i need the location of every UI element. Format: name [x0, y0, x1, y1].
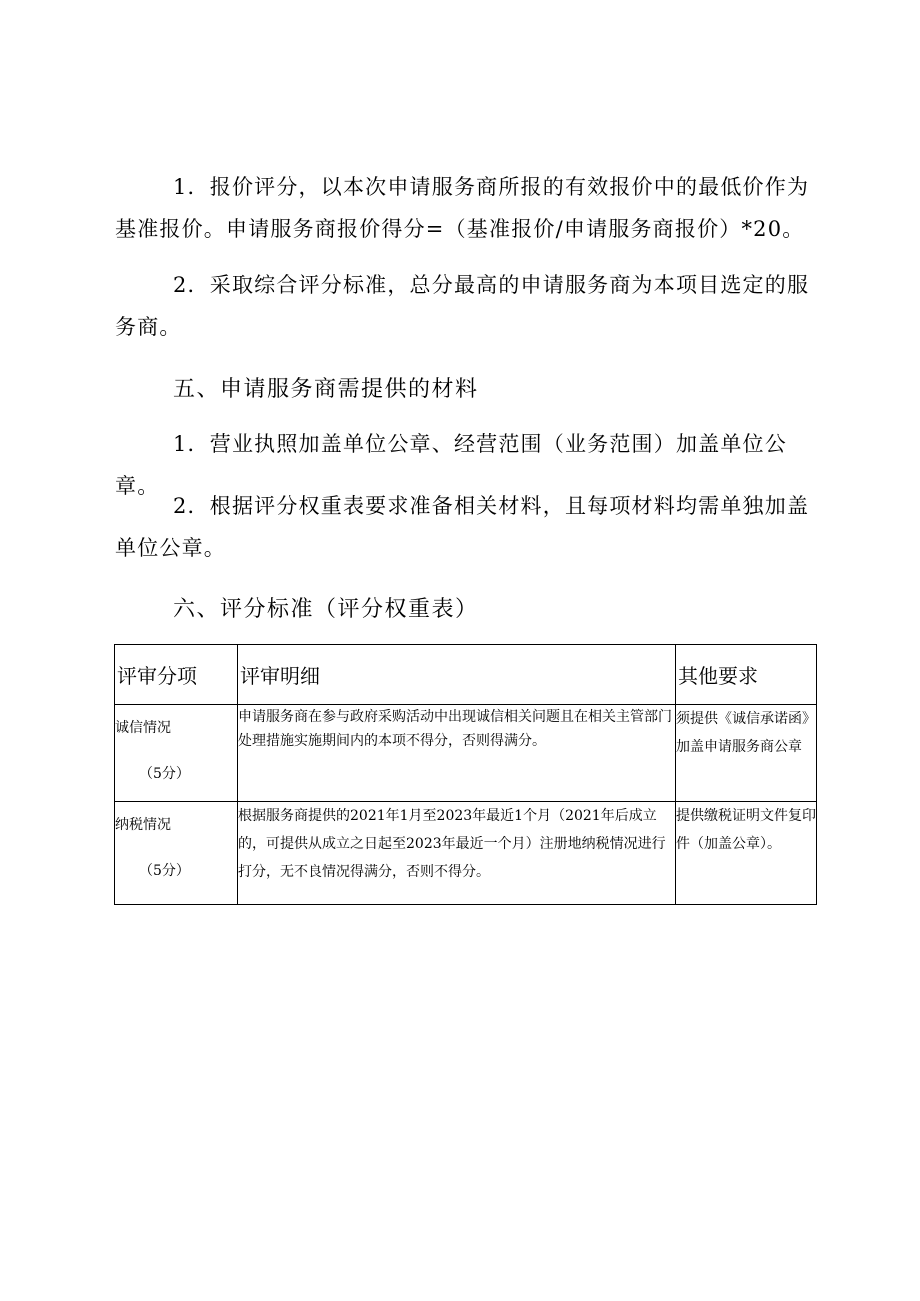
- paragraph-business-license-text: 1．营业执照加盖单位公章、经营范围（业务范围）加盖单位公章。: [115, 432, 787, 498]
- paragraph-comprehensive-scoring-text: 2．采取综合评分标准，总分最高的申请服务商为本项目选定的服务商。: [115, 273, 810, 339]
- table-header-row: [115, 645, 817, 705]
- review-detail-cell: 根据服务商提供的2021年1月至2023年最近1个月（2021年后成立的，可提供从成立之日起至2023年最近一个月）注册地纳税情况进行打分，无不良情况得满分，否则不得分。: [238, 802, 676, 905]
- requirement-cell: 须提供《诚信承诺函》加盖申请服务商公章: [676, 705, 817, 802]
- header-review-item: 评审分项: [115, 645, 238, 705]
- section-heading-scoring-criteria: 六、评分标准（评分权重表）: [173, 597, 479, 622]
- review-item-cell: [115, 802, 238, 905]
- header-review-detail: 评审明细: [238, 645, 676, 705]
- review-item-score: （5分）: [139, 766, 190, 782]
- review-detail-cell: 申请服务商在参与政府采购活动中出现诚信相关问题且在相关主管部门处理措施实施期间内的本项不得分，否则得满分。: [238, 705, 676, 802]
- paragraph-prepare-materials: [115, 485, 820, 569]
- scoring-weight-table: [114, 644, 817, 905]
- paragraph-comprehensive-scoring: [115, 264, 820, 348]
- table-row: [115, 802, 817, 905]
- review-item-name: 纳税情况: [115, 817, 171, 833]
- review-item-name: 诚信情况: [115, 720, 171, 736]
- paragraph-prepare-materials-text: 2．根据评分权重表要求准备相关材料，且每项材料均需单独加盖单位公章。: [115, 494, 810, 560]
- review-item-score: （5分）: [139, 863, 190, 879]
- table-row: [115, 705, 817, 802]
- requirement-cell: 提供缴税证明文件复印件（加盖公章）。: [676, 802, 817, 905]
- section-heading-materials: 五、申请服务商需提供的材料: [173, 377, 479, 402]
- header-other-requirements: 其他要求: [676, 645, 817, 705]
- paragraph-quote-scoring-text: 1．报价评分，以本次申请服务商所报的有效报价中的最低价作为基准报价。申请服务商报价得分=（基准报价/申请服务商报价）*20。: [115, 175, 810, 241]
- review-item-cell: [115, 705, 238, 802]
- paragraph-quote-scoring: [115, 166, 820, 250]
